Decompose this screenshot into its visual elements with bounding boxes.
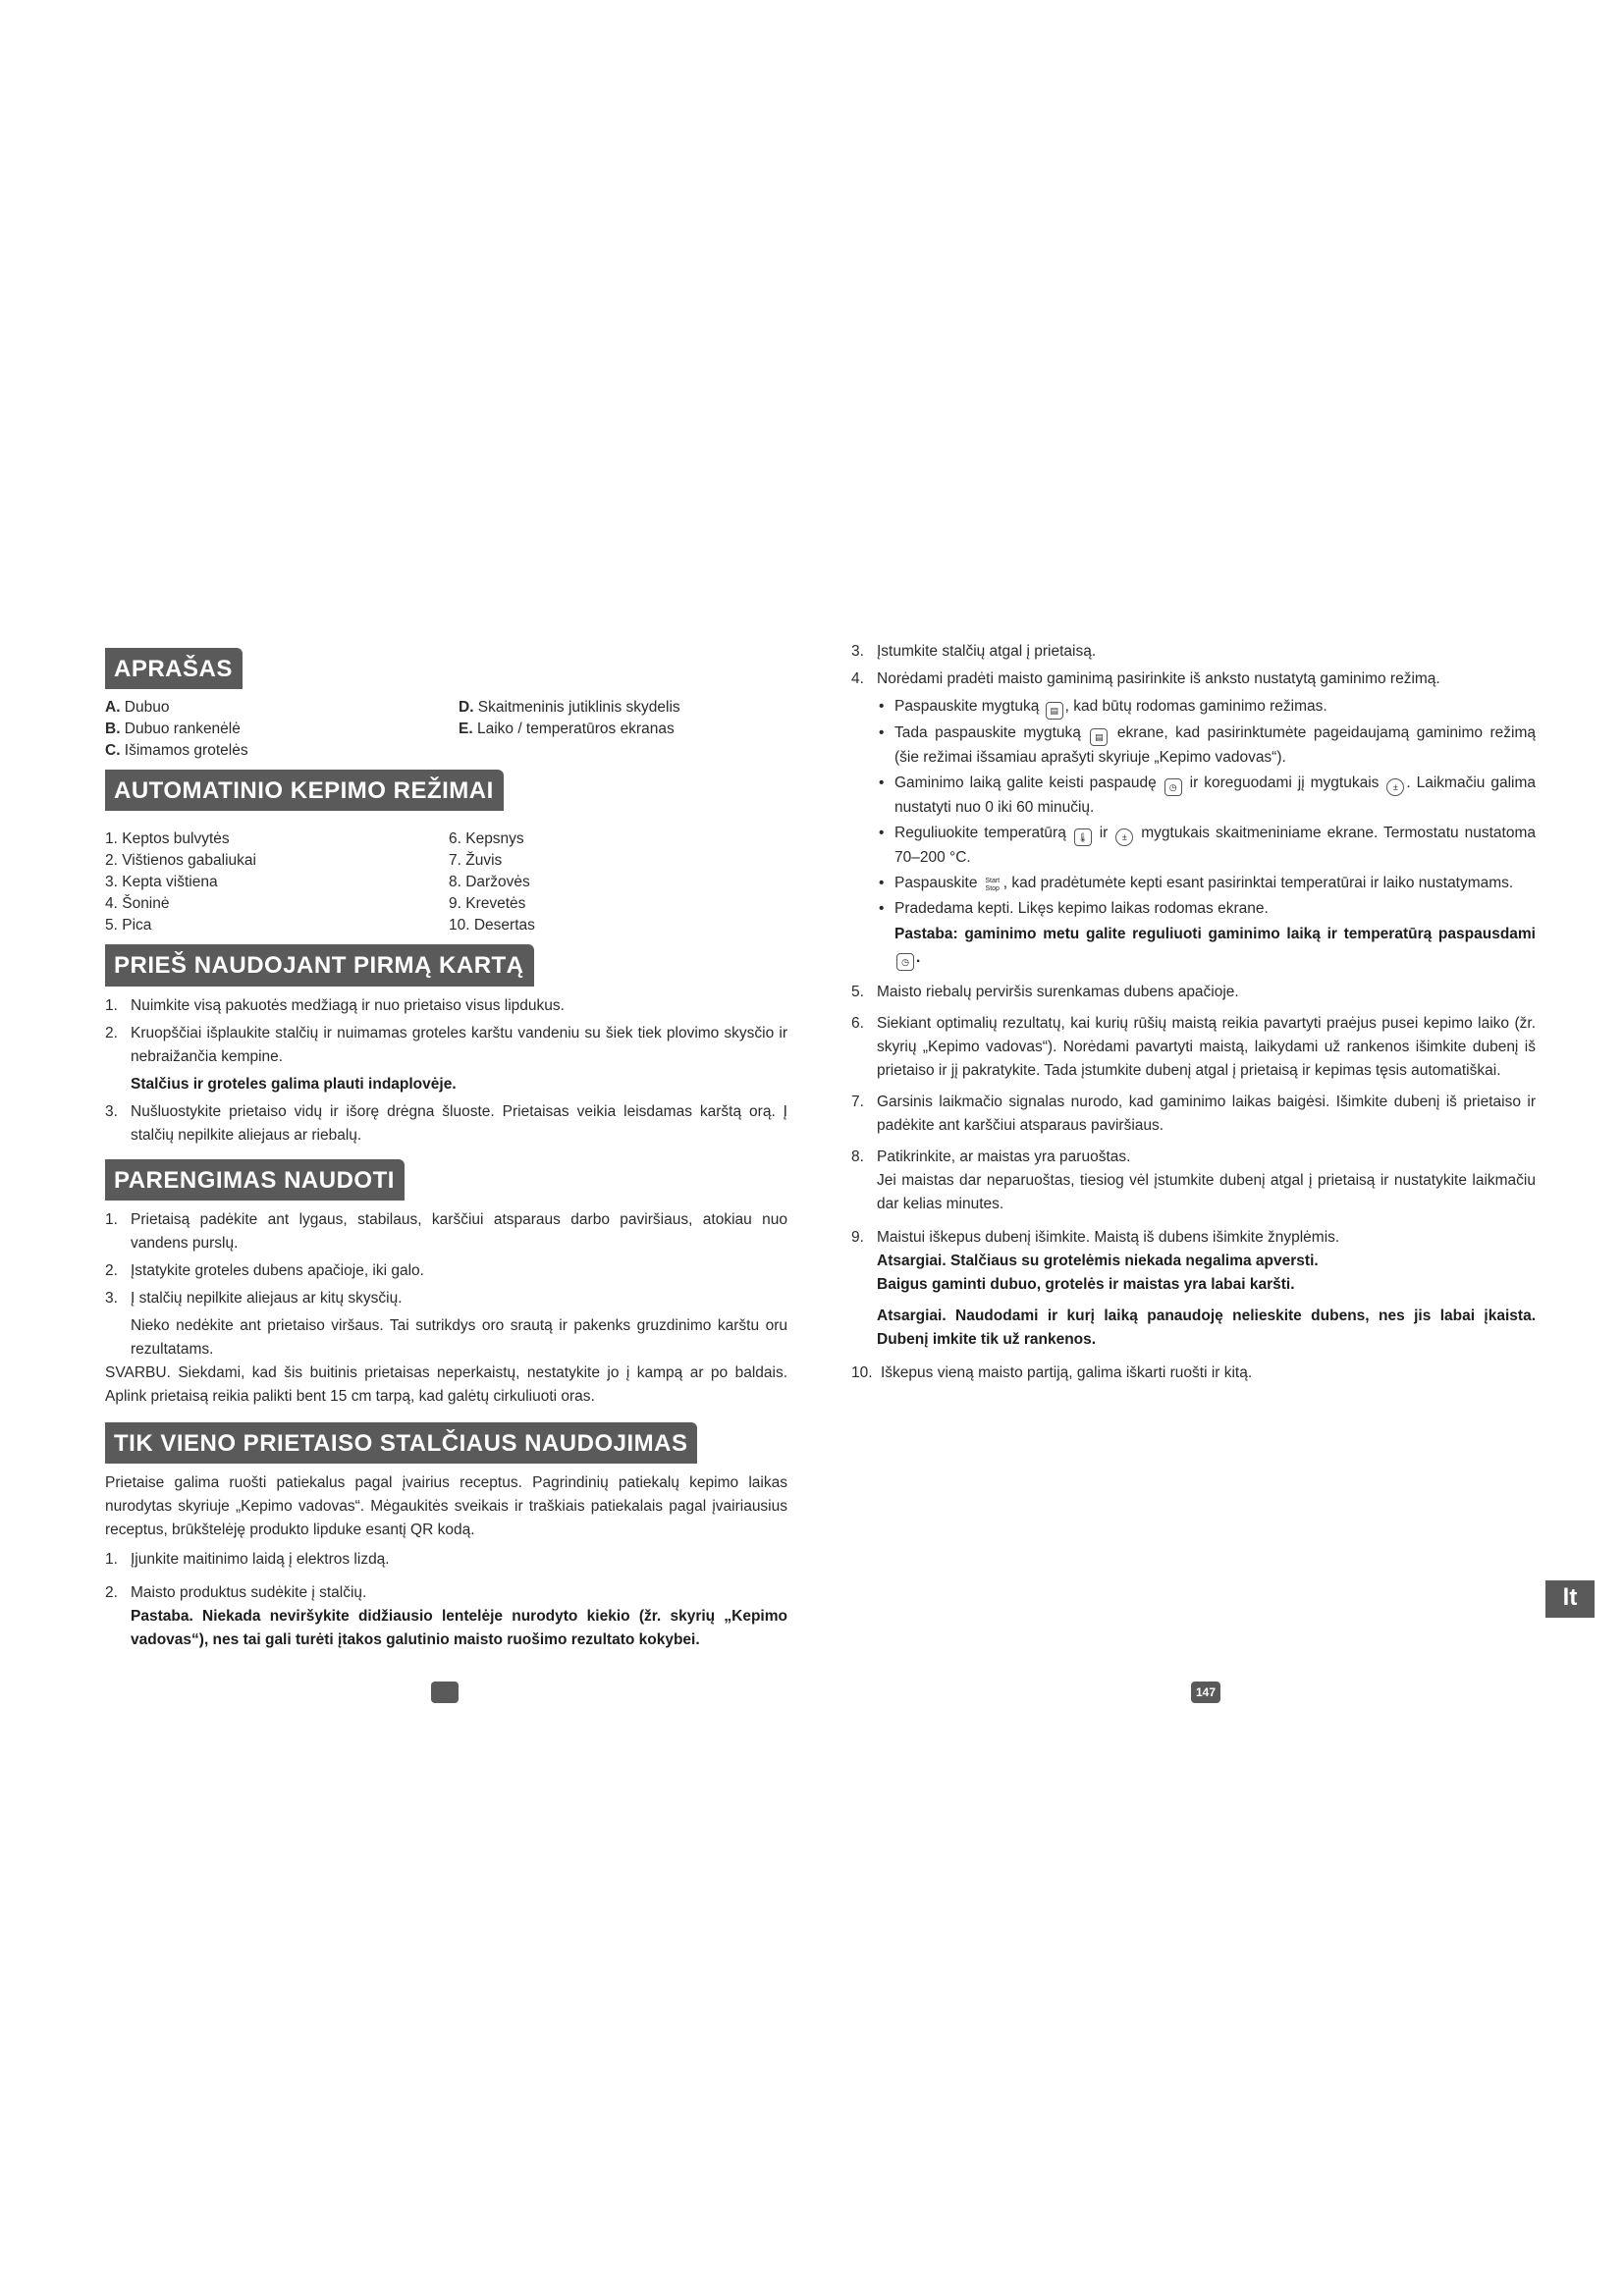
bullet-item: • Pradedama kepti. Likęs kepimo laikas rodomas ekrane. <box>879 900 1269 918</box>
part-item: E. Laiko / temperatūros ekranas <box>459 721 675 738</box>
page-marker-left <box>431 1682 459 1703</box>
warning-note: Atsargiai. Naudodami ir kurį laiką panaudoję nelieskite dubens, nes jis labai įkaista. Dubenį imkite tik už rankenos. <box>877 1308 1536 1349</box>
parts-list <box>105 697 787 762</box>
warning-note: Atsargiai. Stalčiaus su grotelėmis niekada negalima apversti. <box>877 1253 1319 1270</box>
list-item: 10. Iškepus vieną maisto partiją, galima iškarti ruošti ir kitą. <box>851 1364 1253 1382</box>
section-heading-parengimas: PARENGIMAS NAUDOTI <box>105 1159 405 1201</box>
plus-minus-icon: ± <box>1115 828 1133 846</box>
list-item: 4. Norėdami pradėti maisto gaminimą pasirinkite iš anksto nustatytą gaminimo režimą. <box>851 670 1440 688</box>
list-item: 2. Įstatykite groteles dubens apačioje, iki galo. <box>105 1261 424 1279</box>
right-column <box>851 640 1536 1389</box>
modes-list <box>105 828 787 936</box>
mode-item: 9. Krevetės <box>449 895 526 913</box>
mode-button-icon: ▤ <box>1090 728 1108 746</box>
warning-note: Baigus gaminti dubuo, grotelės ir maistas yra labai karšti. <box>877 1276 1295 1294</box>
page-number: 147 <box>1191 1682 1220 1703</box>
list-item: 2. Kruopščiai išplaukite stalčių ir nuimamas groteles karštu vandeniu su šiek tiek plovimo skysčio ir nebraižančia kempine. <box>105 1024 787 1065</box>
plus-minus-icon: ± <box>1386 778 1404 796</box>
mode-item: 8. Daržovės <box>449 874 530 891</box>
section-heading-rezimai: AUTOMATINIO KEPIMO REŽIMAI <box>105 770 504 811</box>
list-item: 3. Nušluostykite prietaiso vidų ir išorę drėgna šluoste. Prietaisas veikia leisdamas karštą orą. Į stalčių nepilkite aliejaus ar riebalų. <box>105 1102 787 1144</box>
list-item: 3. Įstumkite stalčių atgal į prietaisą. <box>851 643 1097 660</box>
section-heading-tik: TIK VIENO PRIETAISO STALČIAUS NAUDOJIMAS <box>105 1422 697 1464</box>
bullet-item: • Gaminimo laiką galite keisti paspaudę ◷ ir koreguodami jį mygtukais ± . Laikmačiu galima nustatyti nuo 0 iki 60 minučių. <box>879 774 1536 817</box>
list-item: 1. Nuimkite visą pakuotės medžiagą ir nuo prietaiso visus lipdukus. <box>105 996 565 1014</box>
language-tab: lt <box>1545 1580 1595 1618</box>
part-item <box>459 740 787 762</box>
bullet-item: • Paspauskite Start Stop , kad pradėtumėte kepti esant pasirinktai temperatūrai ir laiko nustatymams. <box>879 875 1514 893</box>
mode-item: 5. Pica <box>105 917 152 934</box>
mode-item: 4. Šoninė <box>105 895 170 913</box>
mode-item: 1. Keptos bulvytės <box>105 830 230 848</box>
part-item: B. Dubuo rankenėlė <box>105 721 241 738</box>
left-column <box>105 648 787 1652</box>
thermometer-icon: 🌡 <box>1074 828 1092 846</box>
list-item: 5. Maisto riebalų perviršis surenkamas dubens apačioje. <box>851 984 1239 1001</box>
list-item: 1. Prietaisą padėkite ant lygaus, stabilaus, karščiui atsparaus darbo paviršiaus, atokiau nuo vandens purslų. <box>105 1210 787 1252</box>
list-item: 2. Maisto produktus sudėkite į stalčių. <box>105 1584 367 1602</box>
intro-paragraph: Prietaise galima ruošti patiekalus pagal įvairius receptus. Pagrindinių patiekalų kepimo laikas nurodytas skyriuje „Kepimo vadovas“. Mėgaukitės sveikais ir traškiais patiekalais pagal įvairiausius receptus, brūkštelėję produkto lipduke esantį QR kodą. <box>105 1474 787 1539</box>
section-heading-pries: PRIEŠ NAUDOJANT PIRMĄ KARTĄ <box>105 944 534 986</box>
list-item: 8. Patikrinkite, ar maistas yra paruoštas. <box>851 1148 1131 1166</box>
bold-note: Pastaba. Niekada neviršykite didžiausio lentelėje nurodyto kiekio (žr. skyrių „Kepimo vadovas“), nes tai gali turėti įtakos galutinio maisto ruošimo rezultato kokybei. <box>131 1608 787 1649</box>
timer-icon: ◷ <box>896 953 914 971</box>
bold-note: Pastaba: gaminimo metu galite reguliuoti gaminimo laiką ir temperatūrą paspausdami ◷ . <box>851 923 1536 971</box>
list-item: 9. Maistui iškepus dubenį išimkite. Maistą iš dubens išimkite žnyplėmis. <box>851 1229 1340 1247</box>
bold-note: Stalčius ir groteles galima plauti indaplovėje. <box>131 1075 457 1093</box>
mode-item: 6. Kepsnys <box>449 830 524 848</box>
mode-item: 7. Žuvis <box>449 852 503 870</box>
list-item: 6. Siekiant optimalių rezultatų, kai kurių rūšių maistą reikia pavartyti praėjus pusei kepimo laiko (žr. skyrių „Kepimo vadovas“). Norėdami pavartyti maistą, laikydami už rankenos išimkite dubenį iš prietaiso ir jį pakratykite. Tada įstumkite dubenį atgal į prietaisą ir kepimas tęsis automatiškai. <box>851 1015 1536 1080</box>
part-item: D. Skaitmeninis jutiklinis skydelis <box>459 699 680 717</box>
mode-button-icon: ▤ <box>1046 702 1063 720</box>
part-item: A. Dubuo <box>105 699 170 717</box>
start-stop-icon: Start Stop <box>985 878 1001 893</box>
timer-icon: ◷ <box>1164 778 1182 796</box>
sub-note: Jei maistas dar neparuoštas, tiesiog vėl įstumkite dubenį atgal į prietaisą ir nustatykite laikmačiu dar kelias minutes. <box>877 1172 1536 1213</box>
list-item: 3. Į stalčių nepilkite aliejaus ar kitų skysčių. <box>105 1289 403 1307</box>
bullet-item: • Paspauskite mygtuką ▤ , kad būtų rodomas gaminimo režimas. <box>851 695 1536 720</box>
important-note: SVARBU. Siekdami, kad šis buitinis prietaisas neperkaistų, nestatykite jo į kampą ar po baldais. Aplink prietaisą reikia palikti bent 15 cm tarpą, kad galėtų cirkuliuoti oras. <box>105 1363 787 1405</box>
list-item: 7. Garsinis laikmačio signalas nurodo, kad gaminimo laikas baigėsi. Išimkite dubenį iš prietaiso ir padėkite ant karščiui atsparaus paviršiaus. <box>851 1094 1536 1135</box>
part-item: C. Išimamos grotelės <box>105 742 248 760</box>
bullet-item: • Tada paspauskite mygtuką ▤ ekrane, kad pasirinktumėte pageidaujamą gaminimo režimą (šie režimai išsamiau aprašyti skyriuje „Kepimo vadovas“). <box>879 724 1536 767</box>
bullet-item: • Reguliuokite temperatūrą 🌡 ir ± mygtukais skaitmeniniame ekrane. Termostatu nustatoma 70–200 °C. <box>879 825 1536 867</box>
mode-item: 3. Kepta vištiena <box>105 874 218 891</box>
section-heading-aprasas: APRAŠAS <box>105 648 243 689</box>
list-item: 1. Įjunkite maitinimo laidą į elektros lizdą. <box>105 1551 390 1569</box>
mode-item: 2. Vištienos gabaliukai <box>105 852 256 870</box>
sub-note: Nieko nedėkite ant prietaiso viršaus. Tai sutrikdys oro srautą ir pakenks gruzdinimo karštu oru rezultatams. <box>131 1316 787 1358</box>
mode-item: 10. Desertas <box>449 917 535 934</box>
